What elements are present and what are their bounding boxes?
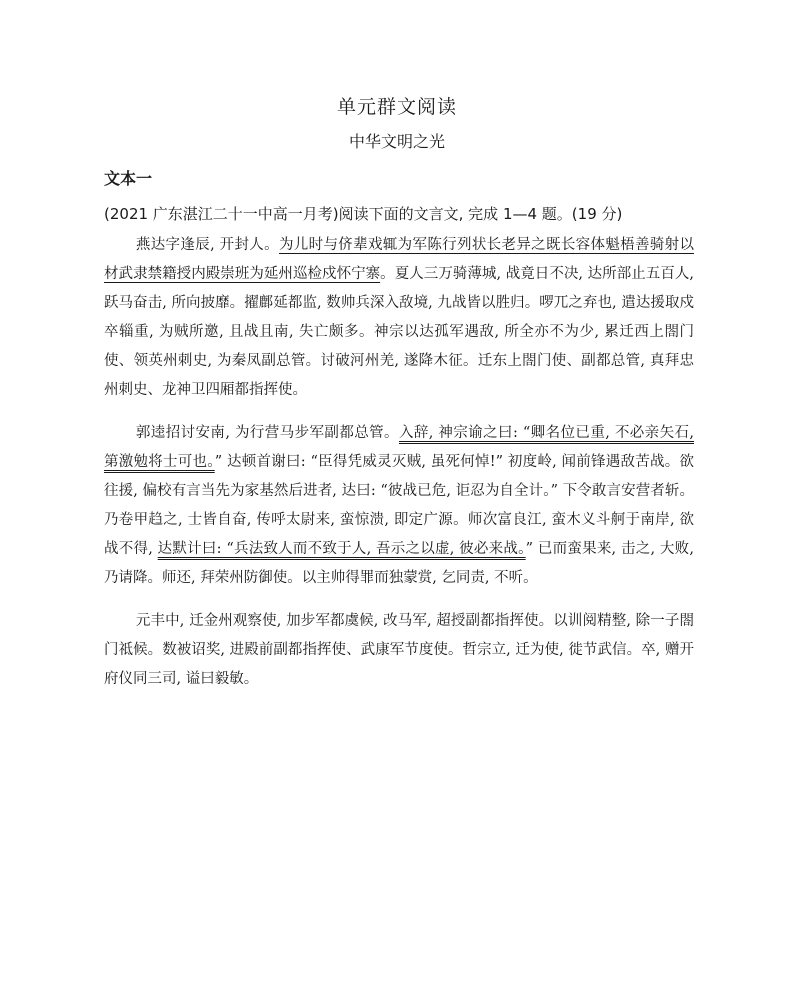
- paragraph-2-underlined-1: 入辞, 神宗谕之曰: “卿名位已重, 不必亲矢石, 第激勉将士可也。: [104, 425, 695, 470]
- page-title: 单元群文阅读: [336, 96, 457, 118]
- section-heading: 文本一: [104, 169, 153, 188]
- passage-body: [104, 200, 694, 708]
- paragraph-2-text-a: 郭逵招讨安南, 为行营马步军副都总管。: [135, 425, 399, 441]
- paragraph-2-text-c: ” 达顿首谢曰: “臣得凭威灵灭贼, 虽死何悼!” 初度岭, 闻前锋遇敌苦战。欲往援, 偏校有言当先为家基然后进者, 达曰: “彼战已危, 讵忍为自全计。” 下令敢言安营者斩。乃卷甲趋之, 士皆自奋, 传呼太尉来, 蛮惊溃, 即定广源。师次富良江, 蛮木义斗舸于南岸, 欲战不得,: [104, 454, 695, 557]
- paragraph-1-text-a: 燕达字逢辰, 开封人。: [135, 237, 279, 253]
- paragraph-3: 元丰中, 迁金州观察使, 加步军都虞候, 改马军, 超授副都指挥使。以训阅精整, 除一子閤门祗候。数被诏奖, 进殿前副都指挥使、武康军节度使。哲宗立, 迁为使, 徙节武信。卒, 赠开府仪同三司, 谥曰毅敏。: [104, 613, 694, 687]
- paragraph-1-underlined: 为儿时与侪辈戏辄为军陈行列状长老异之既长容体魁梧善骑射以材武隶禁籍授内殿崇班为延州巡检戍怀宁寨: [104, 237, 695, 282]
- paragraph-1: [104, 231, 694, 405]
- paragraph-2-underlined-2: 达默计曰: “兵法致人而不致于人, 吾示之以虚, 彼必来战。: [157, 541, 526, 557]
- paragraph-2: [104, 419, 694, 593]
- paragraph-1-text-c: 。夏人三万骑薄城, 战竟日不决, 达所部止五百人, 跃马奋击, 所向披靡。擢鄜延都监, 数帅兵深入敌境, 九战皆以胜归。啰兀之弃也, 遣达援取戍卒辎重, 为贼所邀, 且战且南, 失亡颇多。神宗以达孤军遇敌, 所全亦不为少, 累迁西上閤门使、领英州刺史, 为秦凤副总管。讨破河州羌, 遂降木征。迁东上閤门使、副都总管, 真拜忠州刺史、龙神卫四厢都指挥使。: [104, 266, 694, 398]
- paragraph-2-text-e: ” 已而蛮果来, 击之, 大败, 乃请降。师还, 拜荣州防御使。以主帅得罪而独蒙赏, 乞同责, 不听。: [104, 541, 695, 586]
- question-intro: (2021 广东湛江二十一中高一月考)阅读下面的文言文, 完成 1—4 题。(19 分): [104, 205, 623, 223]
- page-subtitle: 中华文明之光: [348, 132, 445, 151]
